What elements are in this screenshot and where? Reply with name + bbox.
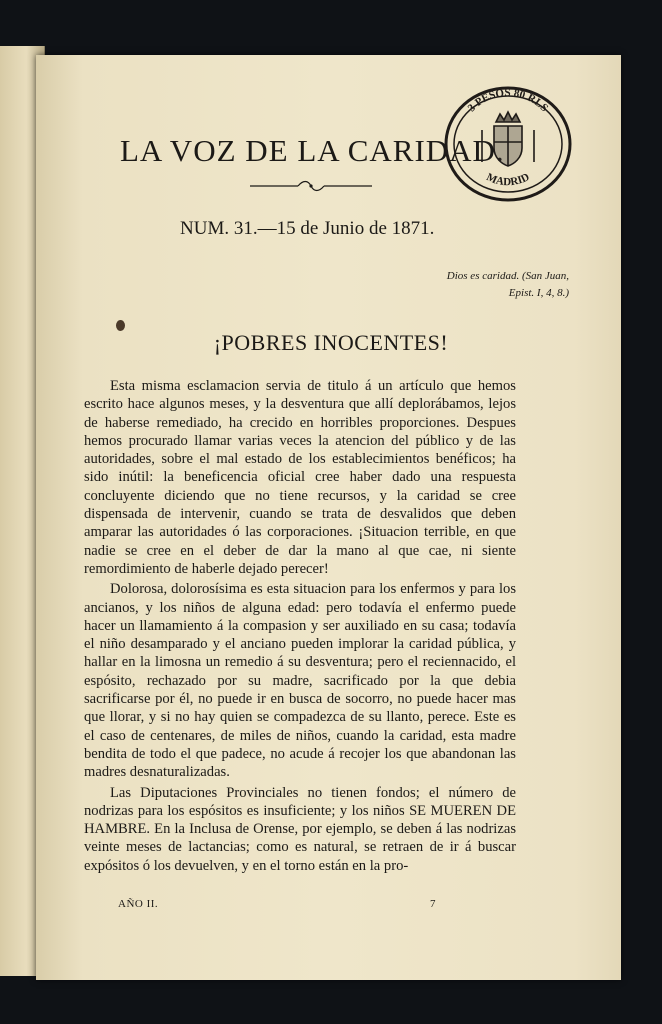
document-page: [36, 55, 621, 980]
masthead-title: LA VOZ DE LA CARIDAD.: [120, 133, 505, 168]
stamp-bottom-text: MADRID: [484, 171, 532, 189]
paragraph-3: Las Diputaciones Provinciales no tienen fondos; el número de nodrizas para los espósitos es insuficiente; y los niños SE MUEREN DE HAMBRE. En la Inclusa de Orense, por ejemplo, se deben á las nodrizas veinte meses de lactancias; como es natural, se retraen de ir á buscar expósitos ó los devuelven, y en el torno están en la pro-: [84, 784, 516, 874]
paragraph-1: Esta misma esclamacion servia de titulo á un artículo que hemos escrito hace algunos meses, y la desventura que allí deplorábamos, lejos de haberse remediado, ha crecido en horribles proporciones. Despues hemos procurado llamar varias veces la atencion del público y de las autoridades, sobre el mal estado de los establecimientos benéficos; ha sido inútil: la beneficencia oficial cree haber dado una respuesta concluyente diciendo que no tiene recursos, y la caridad se cree dispensada de intervenir, cuando se trata de desvalidos que deben amparar las autoridades ó las corporaciones. ¡Situacion terrible, en que nadie se cree en el deber de dar la mano al que cae, ni siente remordimiento de haberle dejado perecer!: [84, 378, 516, 577]
stamp-top-text: 3 PESOS 80 RLS: [465, 86, 551, 115]
volume-label: AÑO II.: [118, 898, 159, 910]
epigraph: [354, 268, 569, 302]
issue-line: NUM. 31.—15 de Junio de 1871.: [180, 218, 435, 239]
ink-spot: [116, 320, 125, 331]
epigraph-line-1: Dios es caridad. (San Juan,: [446, 270, 569, 282]
title-ornament: [248, 179, 374, 193]
epigraph-line-2: Epist. I, 4, 8.): [508, 287, 569, 299]
paragraph-2: Dolorosa, dolorosísima es esta situacion para los enfermos y para los ancianos, y los niños de alguna edad: pero todavía el enfermo puede hacer un llamamiento á la compasion y ser auxiliado en su casa; todavía el niño desamparado y el anciano pueden implorar la caridad pública, y hallar en la limosna un remedio á su desventura; pero el reciennacido, el espósito, rechazado por su madre, sacrificado por la que debia sacrificarse por él, no puede ir en busca de socorro, no puede hacer mas que llorar, y si no hay quien se compadezca de su llanto, perece. Este es el caso de centenares, de miles de niños, cuando la caridad, esta madre bendita de todo el que padece, no acude á recojer los que abandonan las madres desnaturalizadas.: [84, 581, 516, 781]
page-number: 7: [430, 898, 436, 910]
revenue-stamp: [442, 82, 574, 202]
coat-of-arms-icon: [482, 112, 534, 166]
article-title: ¡POBRES INOCENTES!: [213, 330, 449, 355]
article-body: [84, 377, 516, 877]
